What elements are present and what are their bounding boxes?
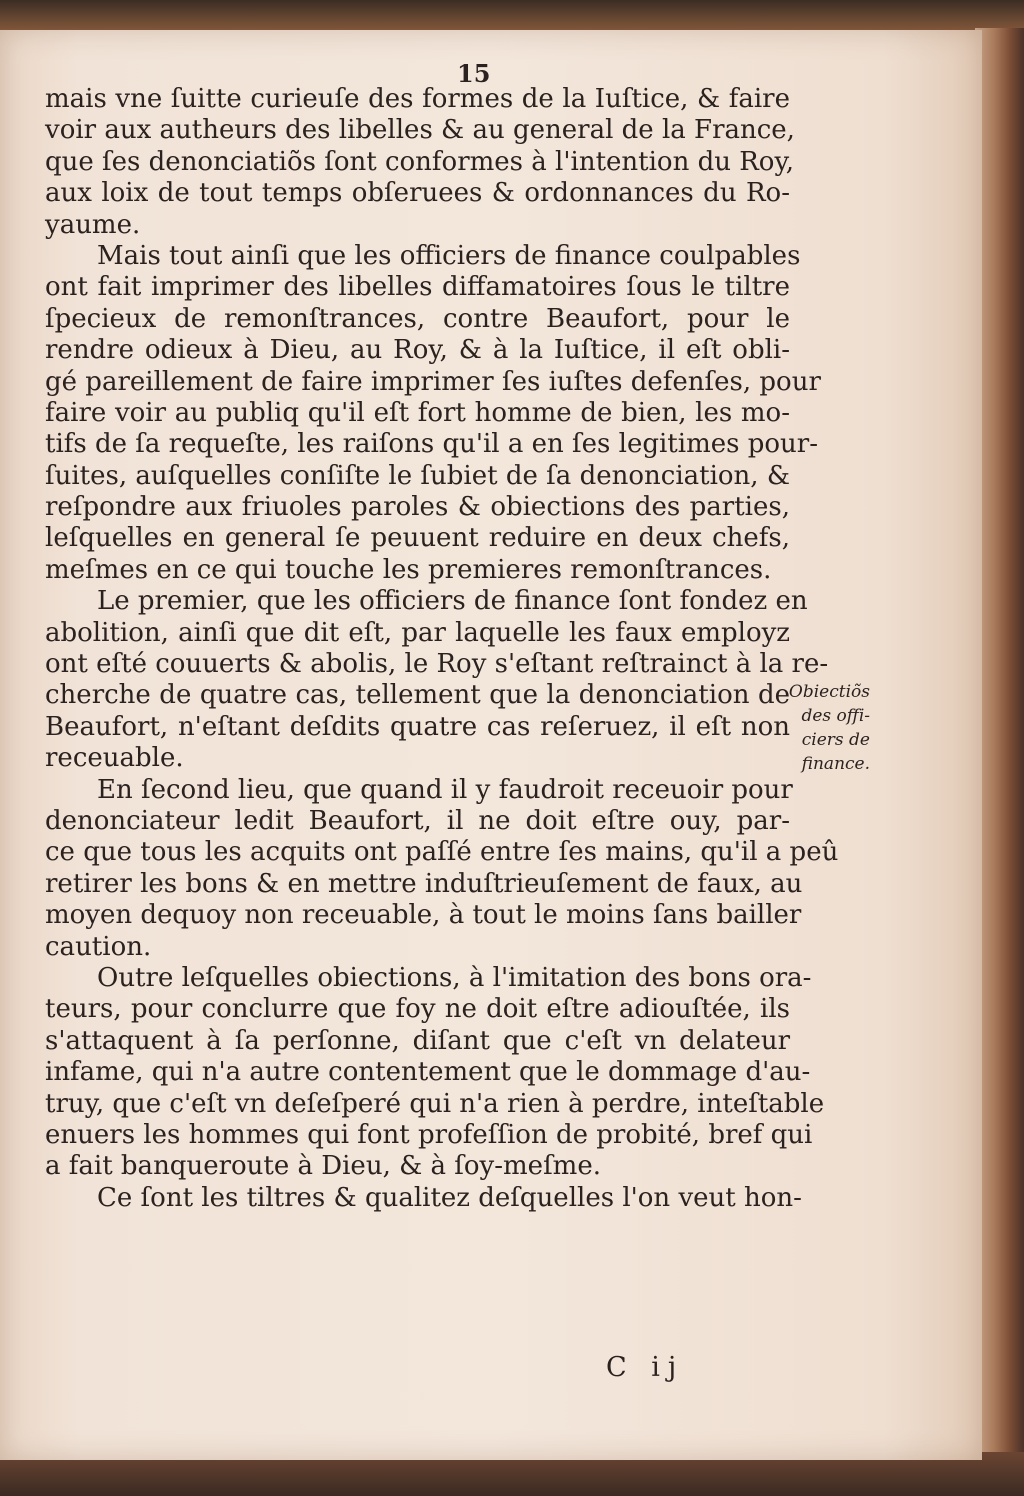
text-line: yaume. <box>45 209 141 240</box>
text-line: que ſes denonciatiõs ſont conformes à l'intention du Roy, <box>45 146 794 177</box>
text-line: Outre leſquelles obiections, à l'imitation des bons ora- <box>97 962 812 993</box>
binding-right <box>975 28 1024 1468</box>
text-line: aux loix de tout temps obſeruees & ordonnances du Ro- <box>45 178 790 209</box>
text-line: cherche de quatre cas, tellement que la denonciation de <box>45 680 790 711</box>
text-line: abolition, ainſi que dit eſt, par laquelle les faux employz <box>45 617 790 648</box>
text-line: Ce ſont les tiltres & qualitez deſquelles l'on veut hon- <box>97 1182 802 1213</box>
text-line: rendre odieux à Dieu, au Roy, & à la Iuſtice, il eſt obli- <box>45 335 790 366</box>
text-line: faire voir au publiq qu'il eſt fort homme de bien, les mo- <box>45 397 790 428</box>
signature-mark: C ij <box>606 1352 685 1383</box>
text-line: gé pareillement de faire imprimer ſes iuſtes defenſes, pour <box>45 366 821 397</box>
text-line: enuers les hommes qui font profeſſion de probité, bref qui <box>45 1119 813 1150</box>
text-line: infame, qui n'a autre contentement que le dommage d'au- <box>45 1057 811 1088</box>
text-line: caution. <box>45 931 152 962</box>
text-line: reſpondre aux friuoles paroles & obiections des parties, <box>45 492 790 523</box>
text-line: moyen dequoy non receuable, à tout le moins ſans bailler <box>45 900 802 931</box>
text-line: retirer les bons & en mettre induſtrieuſement de faux, au <box>45 868 803 899</box>
text-line: Mais tout ainſi que les officiers de finance coulpables <box>97 240 801 271</box>
margin-note-line: ciers de <box>801 730 870 750</box>
margin-note-line: des offi- <box>801 706 870 726</box>
text-line: ſpecieux de remonſtrances, contre Beaufort, pour le <box>45 303 790 334</box>
text-line: En ſecond lieu, que quand il y faudroit receuoir pour <box>97 774 793 805</box>
text-line: ſuites, auſquelles conſiſte le ſubiet de ſa denonciation, & <box>45 460 790 491</box>
text-line: ont eſté couuerts & abolis, le Roy s'eſtant reſtrainct à la re- <box>45 649 829 680</box>
margin-note-line: finance. <box>801 754 870 774</box>
text-line: mais vne ſuitte curieuſe des formes de la Iuſtice, & faire <box>45 84 790 114</box>
text-line: receuable. <box>45 743 184 774</box>
page-number: 15 <box>457 59 491 88</box>
text-line: Le premier, que les officiers de finance ſont fondez en <box>97 586 808 617</box>
margin-note-line: Obiectiõs <box>788 682 870 702</box>
text-line: ont fait imprimer des libelles diffamatoires ſous le tiltre <box>45 272 790 303</box>
book-page <box>0 30 982 1460</box>
text-line: tifs de ſa requeſte, les raiſons qu'il a en ſes legitimes pour- <box>45 429 818 460</box>
text-line: Beaufort, n'eſtant deſdits quatre cas reſeruez, il eſt non <box>45 711 790 742</box>
text-line: ce que tous les acquits ont paſſé entre ſes mains, qu'il a peû <box>45 837 839 868</box>
text-line: voir aux autheurs des libelles & au general de la France, <box>45 115 795 146</box>
binding-top <box>0 0 1024 34</box>
text-line: leſquelles en general ſe peuuent reduire en deux chefs, <box>45 523 790 554</box>
text-line: truy, que c'eſt vn deſeſperé qui n'a rien à perdre, inteſtable <box>45 1088 825 1119</box>
margin-note <box>780 680 870 776</box>
text-line: a fait banqueroute à Dieu, & à ſoy-meſme. <box>45 1151 601 1182</box>
text-line: s'attaquent à ſa perſonne, diſant que c'eſt vn delateur <box>45 1025 790 1056</box>
text-line: meſmes en ce qui touche les premieres remonſtrances. <box>45 554 772 585</box>
text-line: teurs, pour conclurre que foy ne doit eſtre adiouſtée, ils <box>45 994 790 1025</box>
text-line: denonciateur ledit Beaufort, il ne doit eſtre ouy, par- <box>45 805 790 836</box>
